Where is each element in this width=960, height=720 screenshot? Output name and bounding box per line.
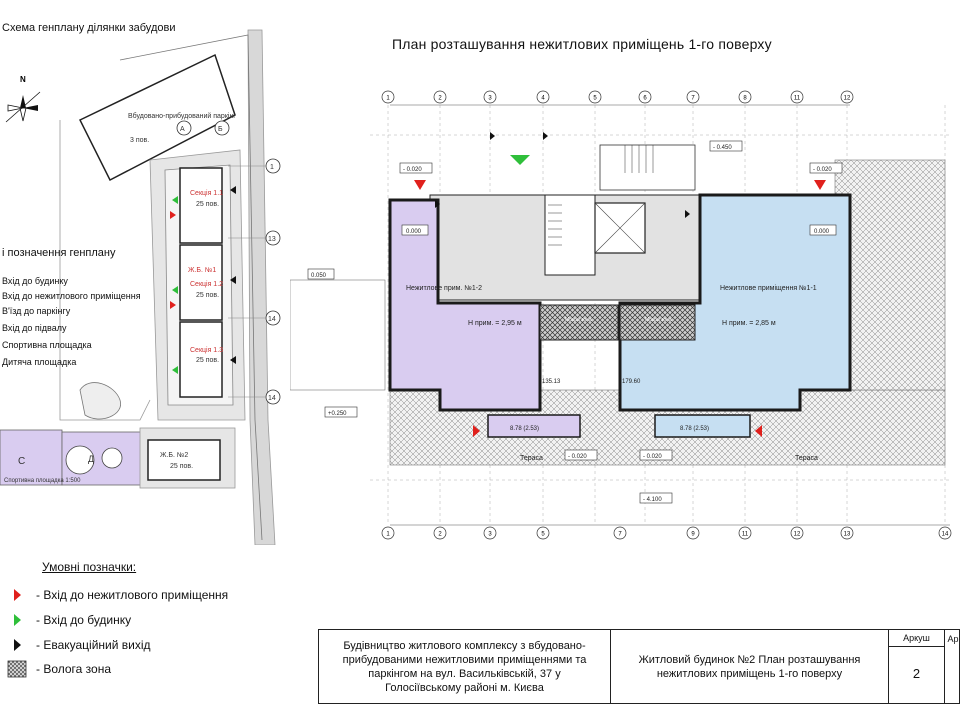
level-mark: 0.050 [311, 273, 327, 279]
site-plan-title: Схема генплану ділянки забудови [2, 22, 176, 34]
green-arrow-icon [6, 611, 28, 629]
floor-plan-drawing [290, 85, 960, 555]
bottom-axis-label: 2 [438, 531, 442, 538]
top-axes [382, 91, 853, 105]
room-right-area: 179.60 [622, 379, 641, 385]
hatch-swatch-icon [6, 660, 28, 678]
legend-item: В'їзд до паркінгу [2, 306, 71, 316]
convention-label: - Волога зона [36, 662, 112, 676]
room-left-area: 135.13 [542, 379, 561, 385]
red-arrow-icon [6, 586, 28, 604]
convention-row [6, 611, 131, 629]
section-1-1-floors: 25 пов. [196, 201, 220, 208]
sheet-label: Аркуш [889, 630, 944, 647]
small-garden [80, 383, 121, 419]
top-axis-label: 2 [438, 95, 442, 102]
stair-north [600, 145, 695, 190]
top-axis-label: 11 [793, 95, 801, 102]
sheet-label-2: Ар [947, 634, 959, 644]
terrace-right-label: Тераса [795, 455, 818, 462]
west-slab [290, 280, 385, 390]
room-left-height: Н прим. = 2,95 м [468, 320, 522, 327]
bottom-axis-label: 1 [386, 531, 390, 538]
zhb2-building [148, 440, 220, 480]
section-1-1-name: Секція 1.1 [190, 190, 224, 197]
convention-label: - Евакуаційний вихід [36, 638, 151, 652]
top-axis-label: 5 [593, 95, 597, 102]
level-mark: - 0.020 [403, 167, 422, 173]
stair-core [545, 195, 595, 275]
legend-list [2, 271, 141, 372]
convention-label: - Вхід до будинку [36, 613, 132, 627]
bottom-axis-label: 13 [843, 531, 851, 538]
zhb2-floors: 25 пов. [170, 463, 194, 470]
area-d-label: Д [88, 454, 95, 464]
area-c-label: С [18, 456, 26, 467]
sheet-cell [889, 630, 945, 703]
top-axis-label: 3 [488, 95, 492, 102]
sport-area [0, 430, 62, 485]
section-1-2-name: Секція 1.2 [190, 281, 224, 288]
legend-item: Спортивна площадка [2, 340, 92, 350]
parking-label: Вбудовано-прибудований паркінг [128, 113, 236, 120]
level-mark: - 0.020 [643, 454, 662, 460]
legend-item: Дитяча площадка [2, 357, 77, 367]
axis-b: Б [218, 126, 223, 133]
level-mark: - 0.020 [813, 167, 832, 173]
bottom-axis-label: 3 [488, 531, 492, 538]
legend-title: і позначення генплану [2, 247, 116, 259]
axis-mark-14a: 14 [268, 316, 276, 323]
axis-mark-14b: 14 [268, 395, 276, 402]
bottom-axes [382, 525, 951, 539]
bottom-axis-label: 11 [741, 531, 749, 538]
section-1-3-name: Секція 1.3 [190, 347, 224, 354]
north-label: N [20, 75, 26, 84]
level-mark: - 0.450 [713, 145, 732, 151]
site-road-east [248, 30, 275, 545]
level-mark: +0.250 [328, 411, 347, 417]
porch-left-label: 8.78 (2.53) [510, 426, 540, 432]
room-entrance-icon [414, 180, 426, 190]
axis-mark-13: 13 [268, 236, 276, 243]
axis-mark-1: 1 [270, 164, 274, 171]
porch-right-label: 8.78 (2.53) [680, 426, 710, 432]
bottom-axis-label: 12 [793, 531, 801, 538]
building-entrance-icon [510, 155, 530, 165]
zhb2-name: Ж.Б. №2 [160, 452, 189, 459]
top-axis-label: 8 [743, 95, 747, 102]
convention-row [6, 586, 228, 604]
parking-floors: 3 пов. [130, 137, 150, 144]
sport-scale-label: Спортивна площадка 1:500 [4, 478, 81, 484]
room-entrance-icon [814, 180, 826, 190]
axis-a: А [180, 126, 185, 133]
bottom-axis-label: 7 [618, 531, 622, 538]
wet-left-label: Мокра зона [565, 317, 592, 323]
top-axis-label: 7 [691, 95, 695, 102]
convention-label: - Вхід до нежитлового приміщення [36, 588, 229, 602]
bottom-axis-label: 14 [941, 531, 949, 538]
room-right-height: Н прим. = 2,85 м [722, 320, 776, 327]
convention-row [6, 660, 111, 678]
section-1-2-floors: 25 пов. [196, 292, 220, 299]
top-axis-label: 4 [541, 95, 545, 102]
level-mark: - 0.020 [568, 454, 587, 460]
terrace-left-label: Тераса [520, 455, 543, 462]
top-axis-label: 12 [843, 95, 851, 102]
room-right-label: Нежитлове приміщення №1-1 [720, 285, 817, 292]
level-mark: - 4.100 [643, 497, 662, 503]
top-axis-label: 1 [386, 95, 390, 102]
wet-right-label: Мокра зона [645, 317, 672, 323]
title-block [318, 629, 960, 704]
sheet-number: 2 [912, 665, 921, 681]
level-mark: 0.000 [814, 229, 830, 235]
project-description: Будівництво житлового комплексу з вбудовано-прибудованими нежитловими приміщеннями та паркінгом на вул. Васильківській, 37 у Голосіївському районі м. Києва [319, 630, 611, 703]
plan-title: План розташування нежитлових приміщень 1-го поверху [392, 36, 772, 52]
top-axis-label: 6 [643, 95, 647, 102]
level-mark: 0.000 [406, 229, 422, 235]
zhb1-name: Ж.Б. №1 [188, 267, 217, 274]
legend-item: Вхід до підвалу [2, 323, 67, 333]
section-1-3-floors: 25 пов. [196, 357, 220, 364]
legend-item: Вхід до будинку [2, 276, 68, 286]
bottom-axis-label: 9 [691, 531, 695, 538]
room-left-label: Нежитлове прим. №1-2 [406, 285, 482, 292]
convention-row [6, 636, 151, 654]
north-arrow-icon [6, 75, 40, 122]
bottom-axis-label: 5 [541, 531, 545, 538]
black-arrow-icon [6, 636, 28, 654]
legend-item: Вхід до нежитлового приміщення [2, 291, 141, 301]
conventions-title: Умовні позначки: [42, 560, 137, 574]
sheet-title: Житловий будинок №2 План розташування нежитлових приміщень 1-го поверху [611, 630, 889, 703]
